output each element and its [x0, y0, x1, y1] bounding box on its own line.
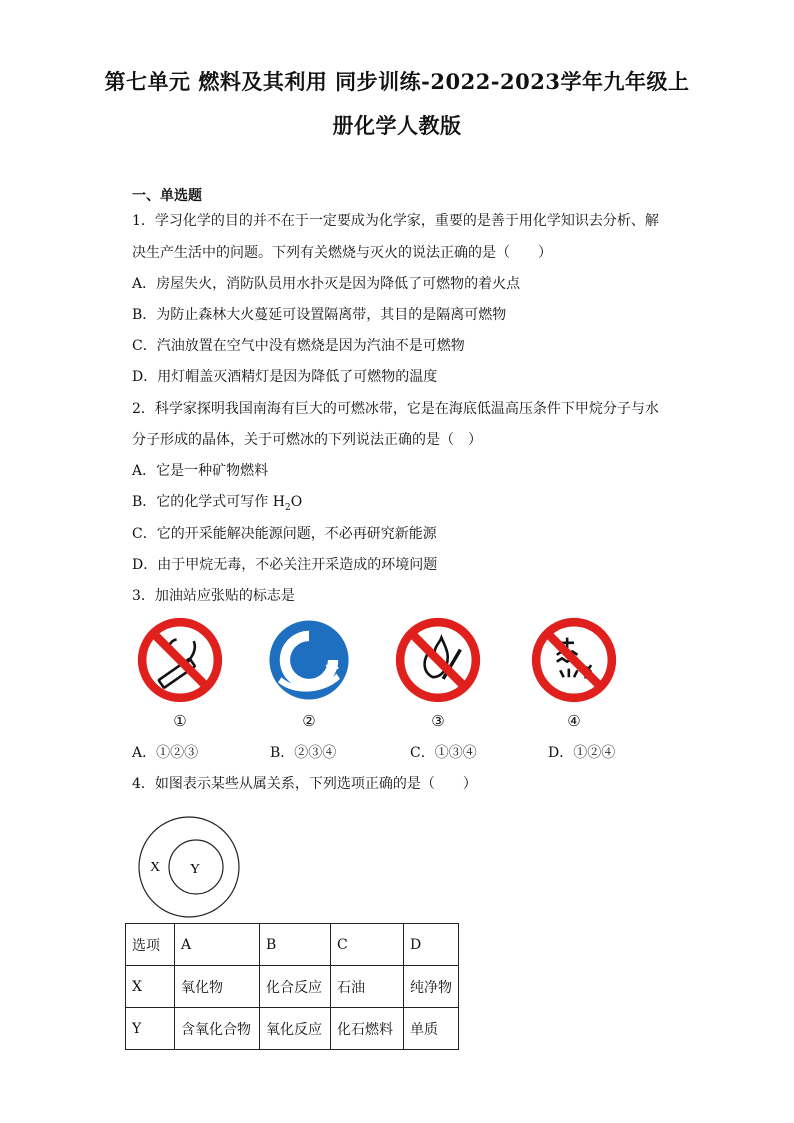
- table-cell: 氧化反应: [260, 1008, 331, 1050]
- table-header-row: [126, 924, 459, 966]
- q2-option-b-text: B．它的化学式可写作 H: [132, 494, 285, 510]
- water-saving-sign-icon: [266, 617, 352, 703]
- sign-caption-2: ②: [302, 712, 316, 730]
- table-cell: 纯净物: [404, 966, 459, 1008]
- q1-stem-line-1: 1．学习化学的目的并不在于一定要成为化学家，重要的是善于用化学知识去分析、解: [132, 213, 659, 229]
- no-open-flame-sign-icon: [395, 617, 481, 703]
- table-row: [126, 966, 459, 1008]
- no-fireworks-sign-icon: [531, 617, 617, 703]
- q3-option-a: A．①②③: [132, 745, 199, 761]
- q2-stem-line-1: 2．科学家探明我国南海有巨大的可燃冰带，它是在海底低温高压条件下甲烷分子与水: [132, 401, 659, 417]
- diagram-label-x: X: [150, 860, 161, 875]
- q4-options-table: [125, 923, 459, 1050]
- table-cell: Y: [126, 1008, 175, 1050]
- table-row: [126, 1008, 459, 1050]
- q4-stem: 4．如图表示某些从属关系，下列选项正确的是（ ）: [132, 776, 477, 792]
- table-cell: B: [260, 924, 331, 966]
- table-cell: 单质: [404, 1008, 459, 1050]
- table-cell: 化合反应: [260, 966, 331, 1008]
- table-cell: D: [404, 924, 459, 966]
- q2-option-b-tail: O: [290, 494, 303, 510]
- q3-option-d: D．①②④: [548, 745, 616, 761]
- q2-stem-line-2: 分子形成的晶体，关于可燃冰的下列说法正确的是（ ）: [132, 432, 482, 448]
- table-cell: 选项: [126, 924, 175, 966]
- subset-diagram: [137, 815, 241, 919]
- q1-option-a: A．房屋失火，消防队员用水扑灭是因为降低了可燃物的着火点: [132, 276, 521, 292]
- table-cell: 氧化物: [175, 966, 260, 1008]
- q1-option-c: C．汽油放置在空气中没有燃烧是因为汽油不是可燃物: [132, 338, 465, 354]
- q2-option-c: C．它的开采能解决能源问题，不必再研究新能源: [132, 526, 437, 542]
- table-cell: 化石燃料: [331, 1008, 404, 1050]
- q2-option-a: A．它是一种矿物燃料: [132, 463, 269, 479]
- no-smoking-sign-icon: [137, 617, 223, 703]
- page-title-line-1: 第七单元 燃料及其利用 同步训练-2022-2023学年九年级上: [104, 69, 690, 94]
- q2-option-b: [132, 492, 302, 518]
- diagram-label-y: Y: [190, 862, 201, 877]
- q3-option-c: C．①③④: [410, 745, 477, 761]
- q2-option-b-subscript: 2: [284, 502, 291, 513]
- section-heading: 一、单选题: [132, 188, 202, 204]
- sign-caption-4: ④: [567, 712, 581, 730]
- table-cell: 石油: [331, 966, 404, 1008]
- q1-option-d: D．用灯帽盖灭酒精灯是因为降低了可燃物的温度: [132, 369, 438, 385]
- q3-stem: 3．加油站应张贴的标志是: [132, 588, 295, 604]
- sign-caption-1: ①: [173, 712, 187, 730]
- q1-option-b: B．为防止森林大火蔓延可设置隔离带，其目的是隔离可燃物: [132, 307, 507, 323]
- page-title-line-2: 册化学人教版: [332, 113, 462, 138]
- table-cell: C: [331, 924, 404, 966]
- q2-option-d: D．由于甲烷无毒，不必关注开采造成的环境问题: [132, 557, 438, 573]
- table-cell: 含氧化合物: [175, 1008, 260, 1050]
- q1-stem-line-2: 决生产生活中的问题。下列有关燃烧与灭火的说法正确的是（ ）: [132, 245, 552, 261]
- q3-option-b: B．②③④: [270, 745, 337, 761]
- sign-caption-3: ③: [431, 712, 445, 730]
- table-cell: A: [175, 924, 260, 966]
- table-cell: X: [126, 966, 175, 1008]
